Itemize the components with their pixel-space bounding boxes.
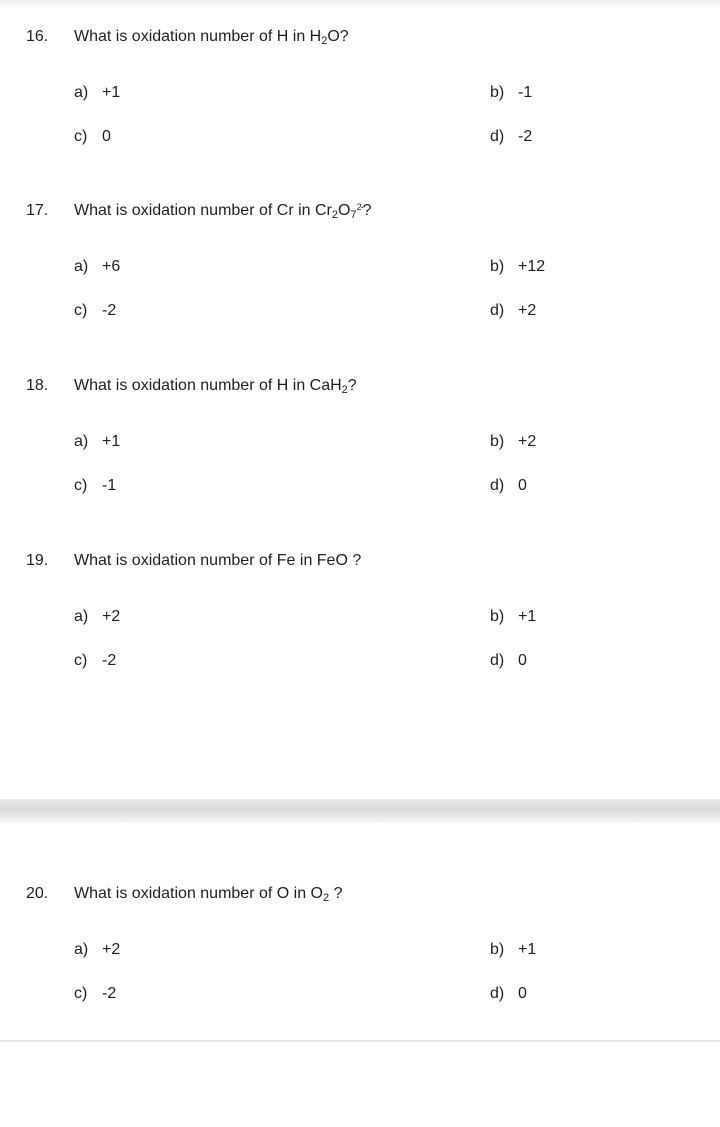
option-c[interactable]: c) -2: [74, 302, 117, 319]
option-b[interactable]: b) +2: [490, 433, 537, 450]
option-d[interactable]: d) -2: [490, 128, 533, 145]
option-a[interactable]: a) +6: [74, 258, 121, 275]
question-text: What is oxidation number of Cr in $Cr_2O_7^{2-}$?: [74, 202, 372, 221]
option-a[interactable]: a) +2: [74, 608, 121, 625]
option-a[interactable]: a) +1: [74, 433, 121, 450]
option-a[interactable]: a) +2: [74, 941, 121, 958]
question-number: 16.: [26, 28, 49, 45]
option-b[interactable]: b) +1: [490, 608, 537, 625]
question-number: 18.: [26, 377, 49, 394]
option-b[interactable]: b) +1: [490, 941, 537, 958]
option-a[interactable]: a) +1: [74, 84, 121, 101]
page-top-edge: [0, 0, 720, 9]
option-d[interactable]: d) 0: [490, 652, 527, 669]
option-c[interactable]: c) -2: [74, 652, 117, 669]
question-text: What is oxidation number of Fe in FeO ?: [74, 552, 362, 569]
question-text: What is oxidation number of H in CaH$_2$?: [74, 377, 357, 396]
page-break: [0, 799, 720, 823]
option-b[interactable]: b) -1: [490, 84, 533, 101]
option-d[interactable]: d) +2: [490, 302, 537, 319]
option-d[interactable]: d) 0: [490, 477, 527, 494]
option-c[interactable]: c) -2: [74, 985, 117, 1002]
question-number: 17.: [26, 202, 49, 219]
option-c[interactable]: c) -1: [74, 477, 117, 494]
option-c[interactable]: c) 0: [74, 128, 111, 145]
option-b[interactable]: b) +12: [490, 258, 546, 275]
question-number: 20.: [26, 885, 49, 902]
question-text: What is oxidation number of H in $H_2O$?: [74, 28, 349, 47]
question-text: What is oxidation number of O in $O_2$ ?: [74, 885, 343, 904]
option-d[interactable]: d) 0: [490, 985, 527, 1002]
question-number: 19.: [26, 552, 49, 569]
page-bottom-divider: [0, 1040, 720, 1042]
